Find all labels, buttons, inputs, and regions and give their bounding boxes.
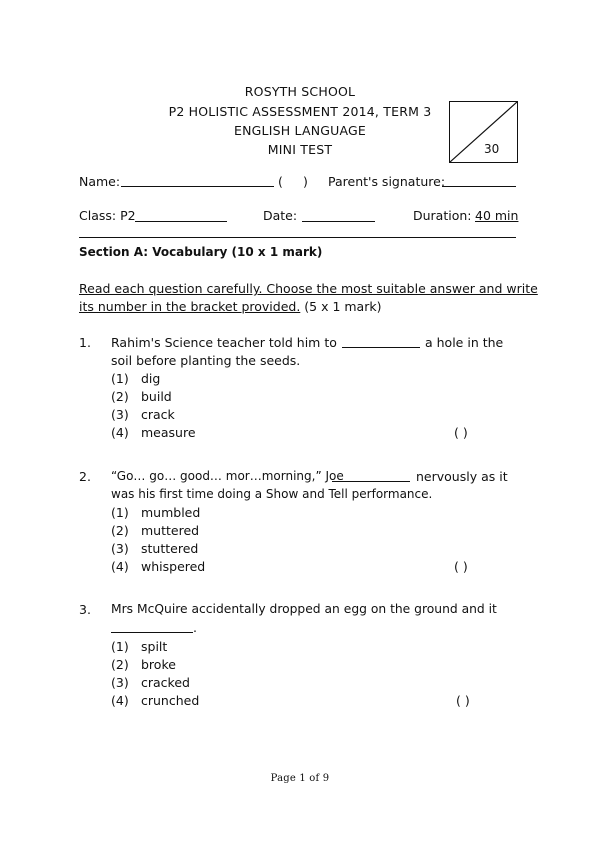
answer-blank	[111, 632, 193, 633]
date-label: Date:	[263, 208, 298, 223]
question-number: 2.	[79, 469, 91, 484]
answer-bracket[interactable]: ( )	[454, 559, 468, 574]
question-number: 3.	[79, 602, 91, 617]
option-2: (2) build	[111, 389, 172, 404]
instruction-line1: Read each question carefully. Choose the most suitable answer and write	[79, 281, 538, 296]
question-text-line2: was his first time doing a Show and Tell performance.	[111, 487, 433, 501]
question-text-end: .	[193, 620, 197, 635]
school-name: ROSYTH SCHOOL	[244, 84, 356, 99]
question-text-part2: nervously as it	[416, 469, 508, 484]
subject-title: ENGLISH LANGUAGE	[234, 123, 366, 138]
option-3: (3) cracked	[111, 675, 190, 690]
answer-blank	[332, 481, 410, 482]
date-field[interactable]	[302, 221, 375, 222]
question-text-part2: a hole in the	[425, 335, 504, 350]
total-marks: 30	[484, 142, 500, 156]
option-4: (4) measure	[111, 425, 196, 440]
answer-bracket[interactable]: ( )	[454, 425, 468, 440]
parent-signature-field[interactable]	[442, 186, 516, 187]
register-close-paren: )	[303, 174, 308, 189]
answer-bracket[interactable]: ( )	[456, 693, 470, 708]
assessment-title: P2 HOLISTIC ASSESSMENT 2014, TERM 3	[168, 104, 432, 119]
question-text-part1: Mrs McQuire accidentally dropped an egg on the ground and it	[111, 602, 497, 616]
option-3: (3) stuttered	[111, 541, 199, 556]
option-4: (4) crunched	[111, 693, 200, 708]
question-number: 1.	[79, 335, 91, 350]
class-field[interactable]	[135, 221, 227, 222]
duration-label: Duration:	[413, 208, 472, 223]
question-text-line2: soil before planting the seeds.	[111, 353, 301, 368]
page-number: Page 1 of 9	[270, 773, 330, 784]
option-3: (3) crack	[111, 407, 175, 422]
score-box	[449, 101, 518, 163]
instruction-line2: its number in the bracket provided.	[79, 299, 301, 314]
option-1: (1) spilt	[111, 639, 168, 654]
instruction-marks: (5 x 1 mark)	[304, 299, 382, 314]
class-label: Class: P2	[79, 208, 136, 223]
option-1: (1) mumbled	[111, 505, 201, 520]
option-2: (2) muttered	[111, 523, 200, 538]
answer-blank	[342, 347, 420, 348]
duration-value: 40 min	[475, 208, 519, 223]
header-divider	[79, 237, 516, 238]
question-text-part1: Rahim's Science teacher told him to	[111, 335, 337, 350]
option-2: (2) broke	[111, 657, 176, 672]
parent-signature-label: Parent's signature:	[328, 174, 446, 189]
name-label: Name:	[79, 174, 121, 189]
name-field[interactable]	[121, 186, 274, 187]
question-text-part1: “Go… go… good… mor…morning,” Joe	[111, 469, 344, 483]
option-4: (4) whispered	[111, 559, 206, 574]
test-title: MINI TEST	[267, 142, 333, 157]
register-open-paren: (	[278, 174, 283, 189]
option-1: (1) dig	[111, 371, 161, 386]
section-title: Section A: Vocabulary (10 x 1 mark)	[79, 245, 323, 259]
